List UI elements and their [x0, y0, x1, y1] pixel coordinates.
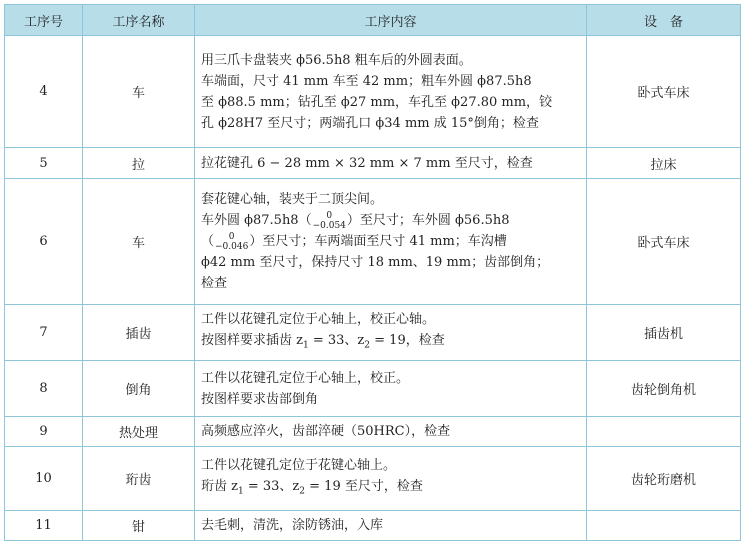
table-row — [5, 511, 741, 541]
content-line: 用三爪卡盘装夹 ϕ56.5h8 粗车后的外圆表面。 — [201, 52, 472, 68]
table-row — [5, 148, 741, 179]
content-line: 工件以花键孔定位于花键心轴上。 — [201, 457, 397, 473]
content-text: = 19 至尺寸，检查 — [305, 478, 423, 494]
process-content — [195, 447, 587, 511]
process-no: 7 — [5, 305, 83, 361]
table-row — [5, 361, 741, 417]
header-process-no: 工序号 — [5, 5, 83, 36]
process-content — [195, 511, 587, 541]
equipment: 齿轮珩磨机 — [587, 447, 741, 511]
process-name: 钳 — [83, 511, 195, 541]
process-content — [195, 36, 587, 148]
process-table — [4, 4, 741, 541]
content-text: 车外圆 ϕ87.5h8（ — [201, 213, 312, 228]
process-no: 9 — [5, 417, 83, 447]
subscript: 2 — [364, 340, 371, 351]
content-line: 高频感应淬火，齿部淬硬（50HRC），检查 — [201, 424, 451, 439]
process-name: 车 — [83, 179, 195, 305]
content-text: （ — [201, 234, 215, 249]
header-equipment: 设 备 — [587, 5, 741, 36]
subscript: 1 — [302, 340, 309, 351]
content-line — [201, 330, 580, 357]
content-line: 工件以花键孔定位于心轴上，校正心轴。 — [201, 311, 436, 327]
content-text: 珩齿 z — [201, 478, 238, 494]
process-content — [195, 361, 587, 417]
content-line: 车端面，尺寸 41 mm 车至 42 mm；粗车外圆 ϕ87.5h8 — [201, 73, 532, 89]
process-name: 拉 — [83, 148, 195, 179]
content-line: 孔 ϕ28H7 至尺寸；两端孔口 ϕ34 mm 成 15°倒角；检查 — [201, 115, 539, 131]
equipment: 卧式车床 — [587, 36, 741, 148]
header-row — [5, 5, 741, 36]
equipment: 卧式车床 — [587, 179, 741, 305]
content-line — [201, 476, 580, 503]
content-line — [201, 231, 580, 252]
content-line: 按图样要求齿部倒角 — [201, 391, 319, 407]
equipment: 齿轮倒角机 — [587, 361, 741, 417]
process-no: 10 — [5, 447, 83, 511]
process-name: 倒角 — [83, 361, 195, 417]
content-line: ϕ42 mm 至尺寸，保持尺寸 18 mm、19 mm；齿部倒角； — [201, 255, 550, 270]
process-no: 5 — [5, 148, 83, 179]
tolerance-lower: −0.046 — [215, 241, 249, 252]
process-name: 车 — [83, 36, 195, 148]
content-text: = 33、z — [308, 332, 365, 348]
header-process-name: 工序名称 — [83, 5, 195, 36]
tolerance-upper: 0 — [326, 210, 333, 221]
content-line — [201, 210, 580, 231]
subscript: 1 — [237, 486, 244, 497]
process-content — [195, 148, 587, 179]
table-row — [5, 417, 741, 447]
process-no: 8 — [5, 361, 83, 417]
content-text: ）至尺寸；车外圆 ϕ56.5h8 — [346, 213, 510, 228]
process-name: 插齿 — [83, 305, 195, 361]
tolerance — [215, 232, 248, 252]
content-line: 至 ϕ88.5 mm；钻孔至 ϕ27 mm，车孔至 ϕ27.80 mm，铰 — [201, 94, 553, 110]
content-line: 拉花键孔 6 − 28 mm × 32 mm × 7 mm 至尺寸，检查 — [201, 155, 533, 171]
process-content — [195, 305, 587, 361]
process-no: 11 — [5, 511, 83, 541]
content-line: 检查 — [201, 276, 228, 291]
process-no: 4 — [5, 36, 83, 148]
tolerance-lower: −0.054 — [312, 220, 346, 231]
table-row — [5, 179, 741, 305]
content-text: = 19，检查 — [370, 332, 445, 348]
process-no: 6 — [5, 179, 83, 305]
content-text: 按图样要求插齿 z — [201, 332, 303, 348]
content-text: ）至尺寸；车两端面至尺寸 41 mm；车沟槽 — [249, 234, 507, 249]
content-line: 去毛刺，清洗，涂防锈油，入库 — [201, 518, 384, 533]
content-text: = 33、z — [243, 478, 300, 494]
process-content — [195, 179, 587, 305]
header-process-content: 工序内容 — [195, 5, 587, 36]
process-name: 热处理 — [83, 417, 195, 447]
tolerance — [313, 211, 346, 231]
table-row — [5, 447, 741, 511]
content-line: 工件以花键孔定位于心轴上，校正。 — [201, 370, 410, 386]
equipment — [587, 511, 741, 541]
equipment: 拉床 — [587, 148, 741, 179]
equipment — [587, 417, 741, 447]
table-row — [5, 36, 741, 148]
table-row — [5, 305, 741, 361]
subscript: 2 — [299, 486, 306, 497]
process-content — [195, 417, 587, 447]
content-line: 套花键心轴，装夹于二顶尖间。 — [201, 192, 384, 207]
tolerance-upper: 0 — [228, 231, 235, 242]
equipment: 插齿机 — [587, 305, 741, 361]
process-name: 珩齿 — [83, 447, 195, 511]
